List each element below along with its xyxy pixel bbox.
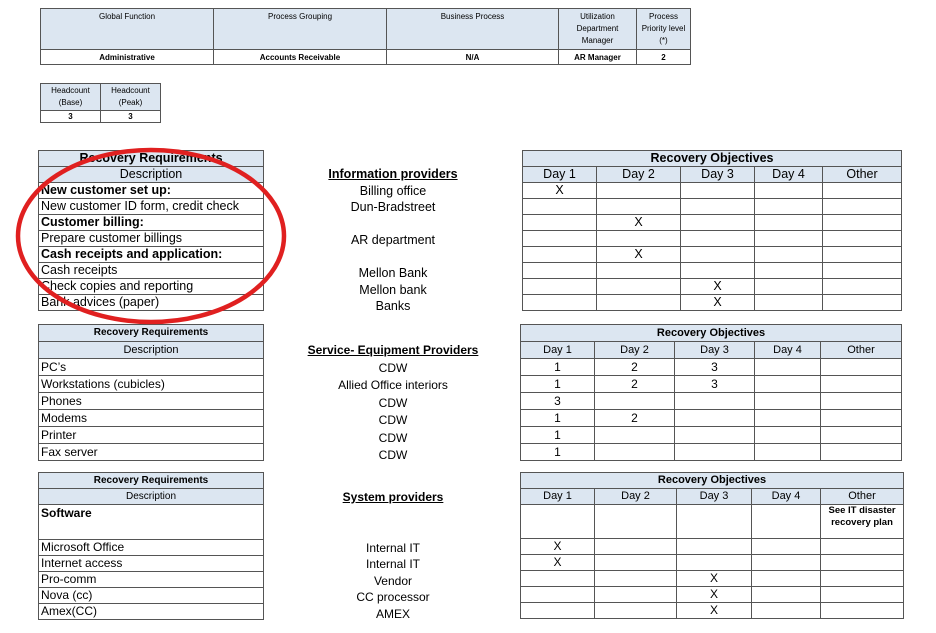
objective-mark — [752, 571, 821, 587]
objective-mark — [823, 263, 902, 279]
objective-mark — [597, 263, 681, 279]
day-header: Day 1 — [521, 342, 595, 359]
provider-name: Vendor — [373, 573, 413, 588]
description-header: Description — [39, 342, 264, 359]
headcount-base-label: Headcount (Base) — [41, 84, 101, 111]
objective-mark — [755, 279, 823, 295]
objective-mark — [755, 427, 821, 444]
requirements-title: Recovery Requirements — [39, 151, 264, 167]
headcount-table — [40, 83, 161, 123]
requirement-description: Internet access — [39, 556, 264, 572]
objective-row — [523, 215, 902, 231]
objective-mark — [595, 571, 677, 587]
objective-mark — [755, 359, 821, 376]
objective-mark — [523, 215, 597, 231]
provider-name — [300, 216, 486, 233]
headcount-peak-label: Headcount (Peak) — [101, 84, 161, 111]
objective-mark — [821, 555, 904, 571]
requirement-description: Phones — [39, 393, 264, 410]
requirement-description: Workstations (cubicles) — [39, 376, 264, 393]
objective-mark: X — [681, 295, 755, 311]
system-providers-column — [300, 489, 486, 622]
information-providers-column — [300, 166, 486, 315]
value-global-function: Administrative — [41, 50, 214, 65]
objective-mark — [821, 376, 902, 393]
day-header: Day 2 — [597, 167, 681, 183]
requirement-row — [39, 540, 264, 556]
objective-mark — [821, 539, 904, 555]
provider-name: CDW — [378, 360, 408, 375]
requirement-row — [39, 295, 264, 311]
day-header: Other — [821, 342, 902, 359]
process-header-table — [40, 8, 691, 65]
objective-mark: X — [677, 587, 752, 603]
objective-mark: 1 — [521, 410, 595, 427]
objective-mark: 2 — [595, 410, 675, 427]
objective-row — [521, 393, 902, 410]
header-utilization-manager: Utilization Department Manager — [559, 9, 637, 50]
provider-name: Allied Office interiors — [338, 378, 448, 392]
requirement-description: Modems — [39, 410, 264, 427]
objective-mark: X — [677, 571, 752, 587]
objective-mark — [681, 199, 755, 215]
objective-mark — [752, 555, 821, 571]
objective-mark — [821, 571, 904, 587]
objective-row — [521, 571, 904, 587]
requirement-row — [39, 410, 264, 427]
day-header: Day 3 — [681, 167, 755, 183]
requirements-title: Recovery Requirements — [39, 325, 264, 342]
objective-mark — [823, 279, 902, 295]
objective-mark — [521, 571, 595, 587]
objective-row — [521, 603, 904, 619]
objective-mark — [823, 199, 902, 215]
requirement-row — [39, 215, 264, 231]
objective-row — [521, 376, 902, 393]
objective-mark — [823, 295, 902, 311]
day-header: Day 4 — [752, 489, 821, 505]
recovery-requirements-table-1 — [38, 150, 264, 311]
requirement-description: Cash receipts — [39, 263, 264, 279]
objective-mark: X — [597, 215, 681, 231]
requirement-description: Microsoft Office — [39, 540, 264, 556]
objective-mark — [597, 231, 681, 247]
objective-row — [523, 199, 902, 215]
day-header: Other — [823, 167, 902, 183]
objective-mark: 3 — [521, 393, 595, 410]
objective-mark — [755, 231, 823, 247]
objectives-title: Recovery Objectives — [521, 473, 904, 489]
objective-row — [523, 263, 902, 279]
requirement-row — [39, 376, 264, 393]
objective-row — [521, 539, 904, 555]
objective-row — [523, 231, 902, 247]
objective-mark — [755, 444, 821, 461]
objective-mark — [523, 295, 597, 311]
provider-name: CC processor — [356, 590, 430, 604]
other-note: See IT disaster recovery plan — [821, 505, 904, 539]
provider-name: Internal IT — [365, 557, 421, 571]
objective-row — [523, 279, 902, 295]
objective-mark: X — [681, 279, 755, 295]
header-global-function: Global Function — [41, 9, 214, 50]
requirement-row — [39, 199, 264, 215]
objective-mark: 2 — [595, 359, 675, 376]
value-priority-level: 2 — [637, 50, 691, 65]
objective-mark — [681, 263, 755, 279]
objective-mark: X — [677, 603, 752, 619]
objective-mark — [821, 410, 902, 427]
objective-mark: 3 — [675, 376, 755, 393]
recovery-requirements-table-2 — [38, 324, 264, 461]
objective-mark — [677, 555, 752, 571]
header-process-grouping: Process Grouping — [214, 9, 387, 50]
providers-heading: System providers — [342, 490, 444, 504]
objective-row — [523, 247, 902, 263]
objective-mark — [597, 199, 681, 215]
day-header: Day 1 — [521, 489, 595, 505]
headcount-peak-value: 3 — [101, 111, 161, 123]
objective-mark — [597, 279, 681, 295]
requirement-row — [39, 263, 264, 279]
objective-mark: 1 — [521, 427, 595, 444]
requirement-row — [39, 588, 264, 604]
objective-mark — [595, 444, 675, 461]
objective-row — [523, 295, 902, 311]
objective-mark — [595, 393, 675, 410]
header-priority-level: Process Priority level (*) — [637, 9, 691, 50]
objective-mark — [675, 393, 755, 410]
objective-mark — [821, 587, 904, 603]
objective-mark — [595, 587, 677, 603]
recovery-objectives-table-2 — [520, 324, 902, 461]
requirement-row — [39, 247, 264, 263]
objectives-title: Recovery Objectives — [523, 151, 902, 167]
providers-heading: Information providers — [328, 167, 458, 181]
objective-mark: 3 — [675, 359, 755, 376]
objective-mark — [821, 359, 902, 376]
objective-mark — [523, 231, 597, 247]
provider-name: Billing office — [359, 183, 427, 198]
requirement-description: Check copies and reporting — [39, 279, 264, 295]
objective-mark: X — [523, 183, 597, 199]
objective-row — [523, 183, 902, 199]
objective-mark — [755, 295, 823, 311]
objective-mark — [521, 587, 595, 603]
value-process-grouping: Accounts Receivable — [214, 50, 387, 65]
recovery-objectives-table-1 — [522, 150, 902, 311]
objective-mark — [755, 263, 823, 279]
requirement-description: New customer ID form, credit check — [39, 199, 264, 215]
objective-row — [521, 587, 904, 603]
objective-row — [521, 444, 902, 461]
requirement-description: Customer billing: — [39, 215, 264, 231]
day-header: Day 1 — [523, 167, 597, 183]
requirement-row — [39, 231, 264, 247]
headcount-base-value: 3 — [41, 111, 101, 123]
objective-mark — [823, 215, 902, 231]
provider-name: Internal IT — [365, 540, 421, 555]
objective-mark — [675, 427, 755, 444]
objective-mark — [755, 376, 821, 393]
objective-mark — [755, 393, 821, 410]
description-header: Description — [39, 489, 264, 505]
day-header: Other — [821, 489, 904, 505]
requirement-description: Amex(CC) — [39, 604, 264, 620]
objective-mark — [752, 539, 821, 555]
objective-mark — [675, 444, 755, 461]
objective-mark — [677, 539, 752, 555]
objective-mark — [521, 603, 595, 619]
requirement-description: Cash receipts and application: — [39, 247, 264, 263]
recovery-requirements-table-3 — [38, 472, 264, 620]
requirement-row — [39, 556, 264, 572]
objective-mark — [595, 427, 675, 444]
objective-mark — [681, 231, 755, 247]
day-header: Day 2 — [595, 342, 675, 359]
provider-name: CDW — [378, 430, 408, 445]
objective-mark: X — [521, 555, 595, 571]
objective-mark — [523, 279, 597, 295]
day-header: Day 3 — [675, 342, 755, 359]
requirement-description: Printer — [39, 427, 264, 444]
objective-mark — [681, 215, 755, 231]
requirement-description: Bank advices (paper) — [39, 295, 264, 311]
recovery-objectives-table-3 — [520, 472, 904, 619]
objective-row — [521, 410, 902, 427]
objective-mark — [681, 247, 755, 263]
day-header: Day 2 — [595, 489, 677, 505]
requirement-description: Fax server — [39, 444, 264, 461]
requirement-row — [39, 604, 264, 620]
objective-mark — [595, 539, 677, 555]
objective-mark — [595, 555, 677, 571]
objective-row — [521, 427, 902, 444]
provider-name: Mellon Bank — [358, 266, 428, 280]
objective-mark: 2 — [595, 376, 675, 393]
objective-mark — [755, 215, 823, 231]
objective-mark — [755, 247, 823, 263]
description-header: Description — [39, 167, 264, 183]
software-label: Software — [39, 505, 264, 540]
objective-mark: 1 — [521, 444, 595, 461]
requirement-row — [39, 427, 264, 444]
objective-mark — [752, 587, 821, 603]
header-business-process: Business Process — [387, 9, 559, 50]
objective-mark: 1 — [521, 359, 595, 376]
value-utilization-manager: AR Manager — [559, 50, 637, 65]
objective-mark — [823, 231, 902, 247]
objective-row — [521, 359, 902, 376]
requirement-row — [39, 359, 264, 376]
objective-mark — [821, 427, 902, 444]
providers-heading: Service- Equipment Providers — [307, 343, 479, 357]
objective-mark: 1 — [521, 376, 595, 393]
day-header: Day 4 — [755, 167, 823, 183]
requirement-description: Pro-comm — [39, 572, 264, 588]
requirement-row — [39, 279, 264, 295]
objectives-title: Recovery Objectives — [521, 325, 902, 342]
requirement-description: Prepare customer billings — [39, 231, 264, 247]
provider-name: Dun-Bradstreet — [350, 200, 436, 214]
objective-mark — [823, 247, 902, 263]
provider-name: CDW — [378, 448, 408, 462]
objective-mark — [523, 199, 597, 215]
objective-mark — [681, 183, 755, 199]
objective-mark — [821, 603, 904, 619]
objective-mark — [755, 183, 823, 199]
day-header: Day 4 — [755, 342, 821, 359]
objective-mark: X — [597, 247, 681, 263]
provider-name: AR department — [350, 233, 436, 247]
objective-mark — [821, 444, 902, 461]
objective-row — [521, 555, 904, 571]
provider-name: Banks — [375, 299, 411, 313]
objective-mark — [595, 603, 677, 619]
requirement-description: New customer set up: — [39, 183, 264, 199]
day-header: Day 3 — [677, 489, 752, 505]
objective-mark — [597, 183, 681, 199]
requirement-row — [39, 183, 264, 199]
objective-mark — [823, 183, 902, 199]
requirement-description: PC’s — [39, 359, 264, 376]
objective-mark — [523, 247, 597, 263]
objective-mark — [597, 295, 681, 311]
equipment-providers-column — [300, 342, 486, 465]
provider-name — [300, 249, 486, 266]
requirement-row — [39, 444, 264, 461]
objective-mark — [755, 199, 823, 215]
provider-name: AMEX — [375, 606, 410, 621]
objective-mark — [523, 263, 597, 279]
requirement-row — [39, 393, 264, 410]
objective-mark — [755, 410, 821, 427]
objective-mark: X — [521, 539, 595, 555]
requirement-description: Nova (cc) — [39, 588, 264, 604]
objective-mark — [752, 603, 821, 619]
provider-name: CDW — [378, 395, 408, 410]
objective-mark — [675, 410, 755, 427]
provider-name: Mellon bank — [359, 282, 427, 297]
requirement-row — [39, 572, 264, 588]
provider-name: CDW — [378, 413, 408, 427]
value-business-process: N/A — [387, 50, 559, 65]
objective-mark — [821, 393, 902, 410]
requirements-title: Recovery Requirements — [39, 473, 264, 489]
